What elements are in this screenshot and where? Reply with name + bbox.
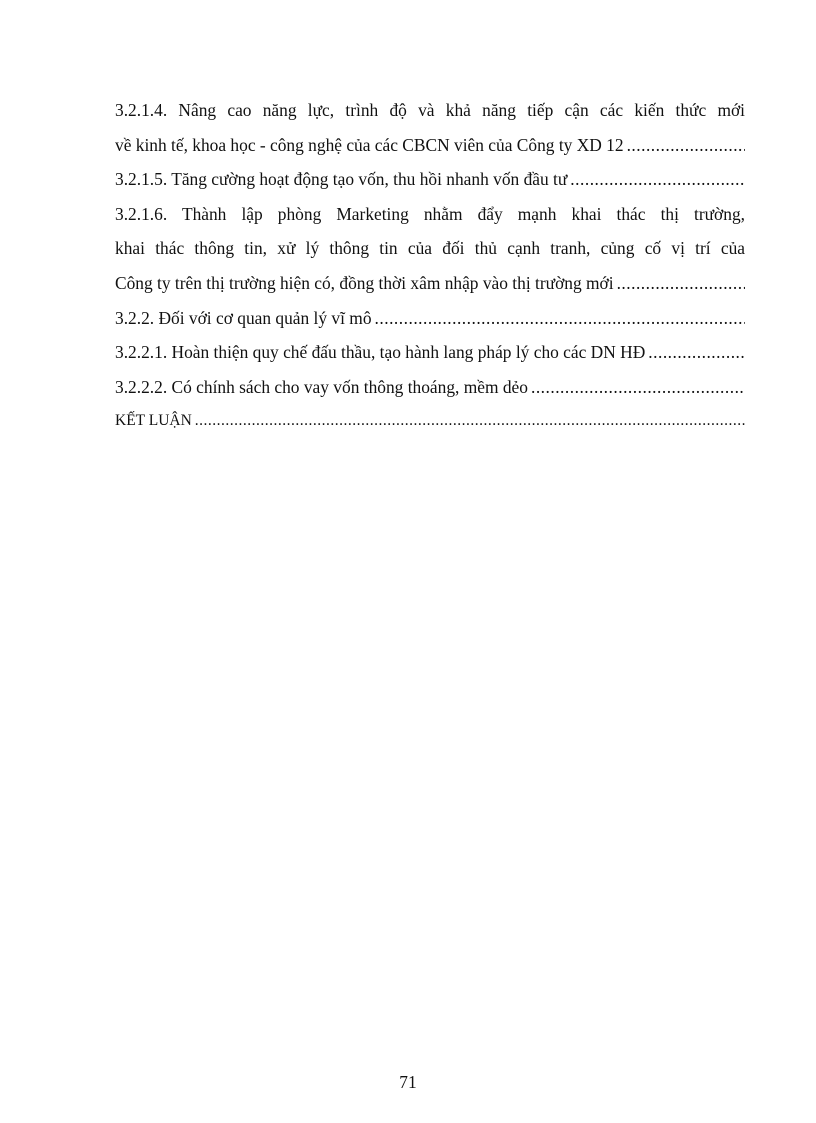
toc-entry-text: KẾT LUẬN [115, 412, 192, 430]
leader-dots [531, 370, 745, 405]
toc-entry-ket-luan[interactable] [115, 404, 745, 439]
toc-entry-3-2-1-4-line-1[interactable] [115, 93, 745, 128]
leader-dots [617, 266, 745, 301]
toc-entry-3-2-2-1[interactable] [115, 335, 745, 370]
toc-entry-3-2-1-4-line-2[interactable] [115, 128, 745, 163]
toc-entry-text: khai thác thông tin, xử lý thông tin của đối thủ cạnh tranh, củng cố vị trí của [115, 238, 745, 259]
toc-entry-3-2-1-5[interactable] [115, 162, 745, 197]
toc-entry-text: 3.2.1.5. Tăng cường hoạt động tạo vốn, thu hồi nhanh vốn đầu tư [115, 169, 568, 190]
leader-dots [648, 335, 745, 370]
toc-entry-3-2-1-6-line-2[interactable] [115, 231, 745, 266]
toc-entry-3-2-2-2[interactable] [115, 370, 745, 405]
leader-dots [375, 301, 745, 336]
leader-dots [195, 404, 745, 439]
toc-entry-3-2-2[interactable] [115, 301, 745, 336]
toc-entry-text: về kinh tế, khoa học - công nghệ của các CBCN viên của Công ty XD 12 [115, 134, 624, 155]
leader-dots [627, 128, 745, 163]
leader-dots [570, 162, 745, 197]
toc-entry-text: 3.2.2.2. Có chính sách cho vay vốn thông thoáng, mềm dẻo [115, 376, 528, 397]
toc-entry-text: 3.2.2. Đối với cơ quan quản lý vĩ mô [115, 307, 372, 328]
toc-entry-text: 3.2.1.6. Thành lập phòng Marketing nhằm đẩy mạnh khai thác thị trường, [115, 203, 745, 224]
page-number: 71 [399, 1072, 417, 1092]
toc-entry-3-2-1-6-line-3[interactable] [115, 266, 745, 301]
toc-entry-text: 3.2.2.1. Hoàn thiện quy chế đấu thầu, tạo hành lang pháp lý cho các DN HĐ [115, 342, 646, 363]
toc-entry-text: Công ty trên thị trường hiện có, đồng thời xâm nhập vào thị trường mới [115, 272, 614, 293]
toc-entry-text: 3.2.1.4. Nâng cao năng lực, trình độ và khả năng tiếp cận các kiến thức mới [115, 100, 745, 120]
toc-entry-3-2-1-6-line-1[interactable] [115, 197, 745, 232]
table-of-contents [115, 93, 745, 439]
